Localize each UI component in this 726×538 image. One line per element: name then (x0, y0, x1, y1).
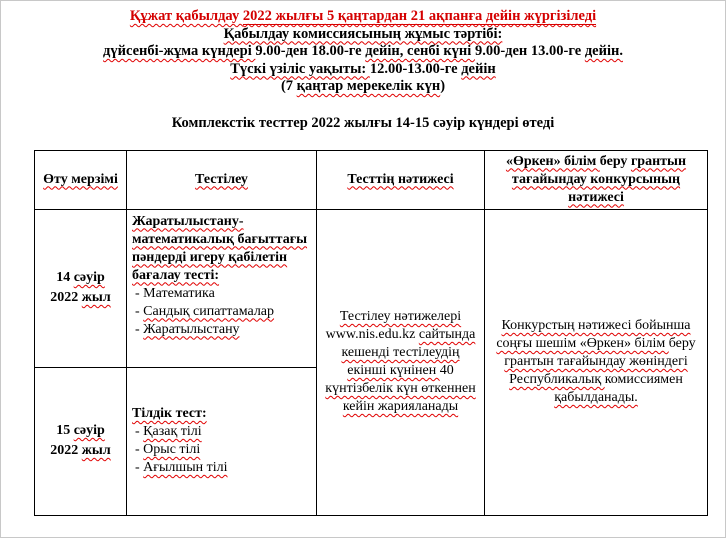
schedule-table (34, 150, 708, 516)
test-item: - Орыс тілі (135, 442, 201, 457)
cell-tests-row2 (127, 367, 317, 515)
header-cell-testing: Тестілеу (127, 150, 317, 209)
cell-date-row1 (35, 209, 127, 367)
cell-tests-row1 (127, 209, 317, 367)
cell-date-row2 (35, 367, 127, 515)
table-row (35, 209, 708, 367)
test-item: - Ағылшын тілі (135, 460, 228, 475)
header-line-2: Қабылдау комиссиясының жұмыс тәртібі: (223, 25, 503, 42)
test-title: Тілдік тест: (132, 406, 207, 421)
date-line: 2022 жыл (50, 290, 111, 305)
header-cell-date: Өту мерзімі (35, 150, 127, 209)
title-line: Құжат қабылдау 2022 жылғы 5 қаңтардан 21 ақпанға дейін жүргізіледі (129, 8, 597, 24)
subtitle: Комплекстік тесттер 2022 жылғы 14-15 сәуір күндері өтеді (171, 114, 555, 131)
cell-grant-result: Конкурстың нәтижесі бойынша соңғы шешім «Өркен» білім беру грантын тағайындау жөніндегі Республикалық комиссиямен қабылданады. (485, 209, 708, 515)
date-line: 2022 жыл (50, 443, 111, 458)
test-item: - Математика (135, 285, 215, 301)
date-line: 15 сәуір (56, 423, 105, 438)
header-line-5: (7 қаңтар мерекелік күн) (280, 78, 446, 94)
test-item: - Сандық сипаттамалар (135, 303, 275, 319)
test-item: - Жаратылыстану (135, 321, 240, 337)
header-line-3: дүйсенбі-жұма күндері 9.00-ден 18.00-ге дейін, сенбі күні 9.00-ден 13.00-ге дейін. (103, 43, 623, 59)
header-cell-test-result: Тесттің нәтижесі (317, 150, 485, 209)
cell-test-result: Тестілеу нәтижелері www.nis.edu.kz сайтында кешенді тестілеудің екінші күнінен 40 күнтізбелік күн өткеннен кейін жарияланады (317, 209, 485, 515)
test-item: - Қазақ тілі (135, 424, 202, 439)
header-line-4: Түскі үзіліс уақыты: 12.00-13.00-ге дейін (230, 60, 496, 77)
document-header (1, 1, 725, 96)
test-title: Жаратылыстану-математикалық бағыттағы пәндерді игеру қабілетін бағалау тесті: (132, 213, 308, 283)
table-header-row (35, 150, 708, 209)
date-line: 14 сәуір (56, 270, 105, 285)
header-cell-grant-result: «Өркен» білім беру грантын тағайындау конкурсының нәтижесі (485, 150, 708, 209)
